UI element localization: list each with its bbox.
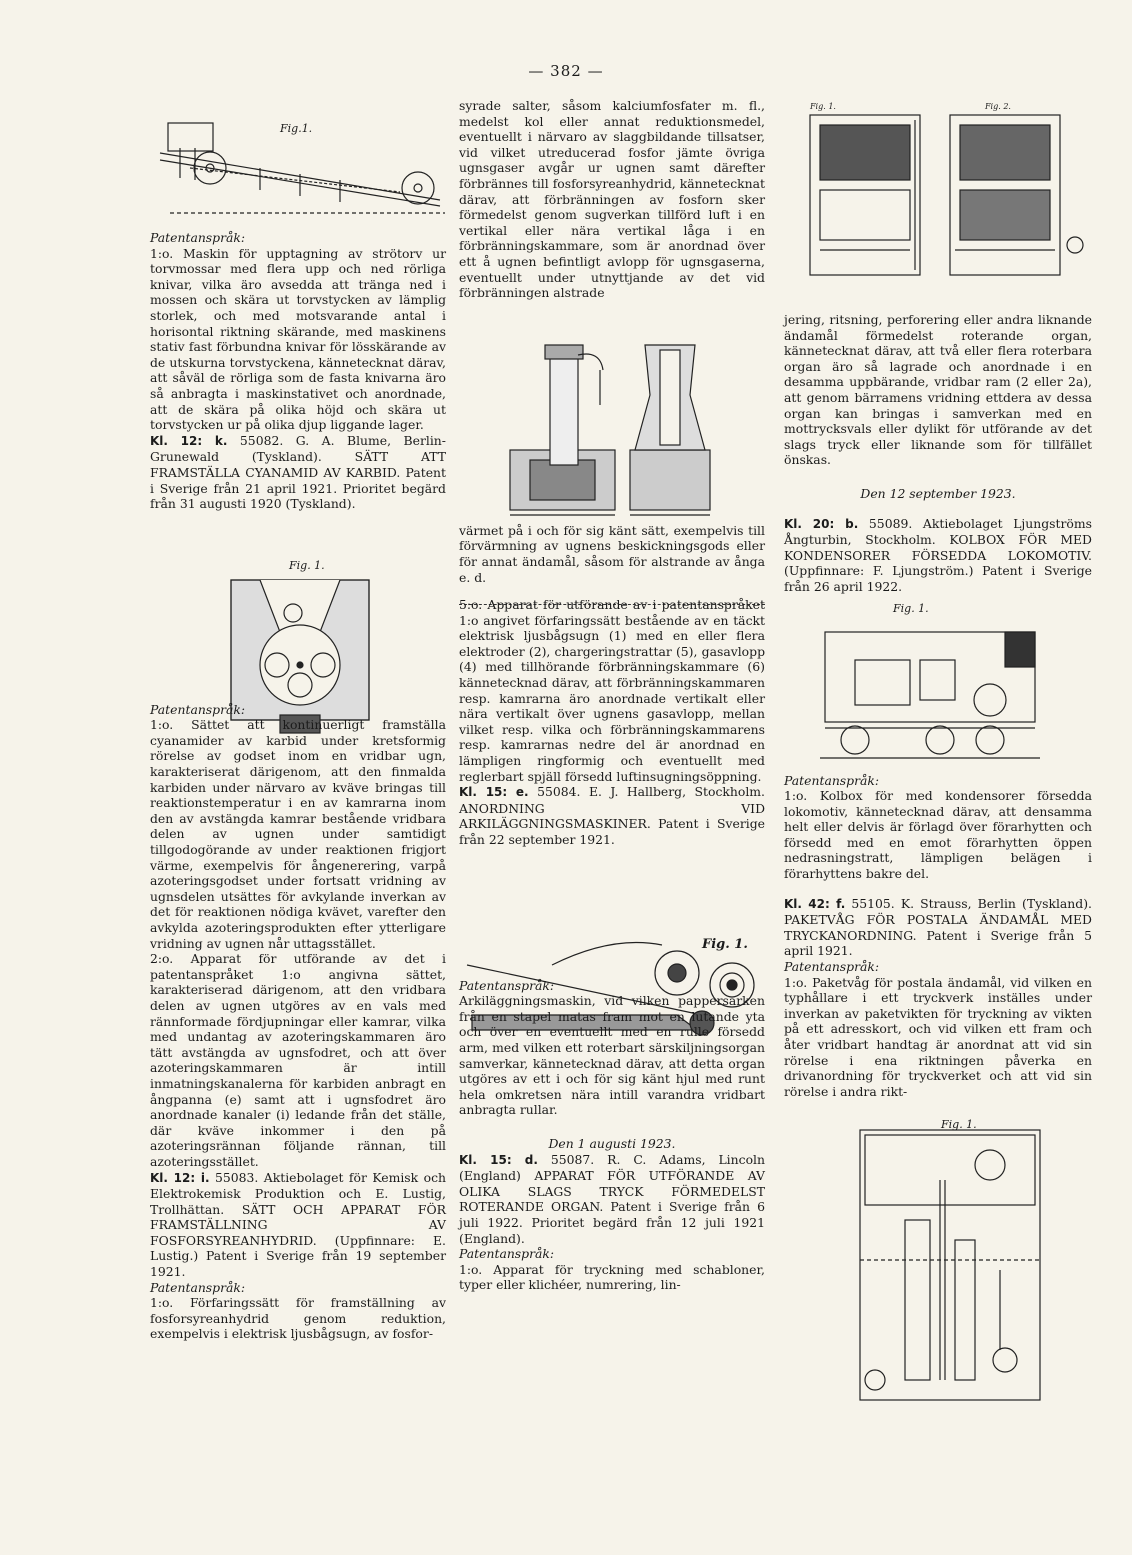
patent-entry-text: 55083. Aktiebolaget för Kemisk och Elektrokemisk Produktion och E. Lustig, Trollhättan. SÄTT OCH APPARAT FÖR FRAMSTÄLLNING AV FOSFORSYREANHYDRID. (Uppfinnare: E. Lustig.) Patent i Sverige från 19 september 1921.	[150, 1169, 446, 1280]
date-heading: Den 1 augusti 1923.	[548, 1135, 676, 1151]
claims-heading: Patentanspråk:	[150, 1279, 246, 1295]
claim-text: 2:o. Apparat för utförande av det i patentanspråket 1:o angivna sättet, karakteriserad därigenom, att den vridbara delen av ugnen utgöres av en vals med rännformade fördjupningar eller kamrar, vilka med undantag av azoteringskammaren äro tätt avstängda av ugnsfodret, och att över azoteringskammaren är intill inmatningskanalerna för karbiden anbragt en ångpanna (e) samt att i ugnsfodret äro anordnade kanaler (i) ledande från det ställe, där kväve inkommer i den på azoteringsrännan följande rännan, till azoteringsstället.	[150, 951, 446, 1169]
column-3	[784, 312, 1092, 1099]
patent-entry	[459, 1152, 765, 1247]
claim-text: värmet på i och för sig känt sätt, exempelvis till förvärmning av ugnens beskickningsgods eller för annat ändamål, såsom för alstrande av ånga e. d.	[459, 522, 765, 585]
date-heading: Den 12 september 1923.	[860, 485, 1016, 501]
claim-text: 5:o. Apparat för utförande av i patentanspråket 1:o angivet förfaringssätt bestående av en täckt elektrisk ljusbågsugn (1) med en eller flera elektroder (2), chargeringstrattar (5), gasavlopp (4) med tillhörande förbränningskammare (6) kännetecknad därav, att förbränningskammaren resp. kamrarna äro anordnade vertikalt eller nära vertikalt över ugnens gasavlopp, mellan vilket resp. vilka och förbränningskammarens resp. kamrarnas nedre del är anordnad en lämpligen ringformig och eventuellt med reglerbart spjäll försedd luftinsugningsöppning.	[459, 597, 765, 784]
patent-entry	[150, 433, 446, 512]
column-1	[150, 230, 446, 1342]
printing-fig2-label: Fig. 2.	[985, 102, 1011, 111]
sheet-feeder-fig-label: Fig. 1.	[702, 937, 748, 952]
claims-heading: Patentanspråk:	[150, 230, 246, 245]
patent-entry	[459, 784, 765, 847]
claims-heading: Patentanspråk:	[459, 977, 555, 993]
patent-entry-text: 55089. Aktiebolaget Ljungströms Ångturbin, Stockholm. KOLBOX FÖR MED KONDENSORER FÖRSEDDA LOKOMOTIV. (Uppfinnare: F. Ljungström.) Patent i Sverige från 26 april 1922.	[784, 515, 1092, 594]
patent-class: Kl. 12: i.	[150, 1170, 210, 1185]
claim-text: 1:o. Maskin för upptagning av strötorv ur torvmossar med flera upp och ned rörliga knivar, vilka äro avsedda att tränga ned i mossen och skära ut torvstycken av lämplig storlek, och med motsvarande antal i horisontal riktning skärande, med maskinens stativ fast förbundna knivar för lösskärande av de utskurna torvstyckena, kännetecknat därav, att såväl de rörliga som de fasta knivarna äro så anbragta i maskinstativet och anordnade, att de skära på olika höjd och skära ut torvstycken ur på olika djup liggande lager.	[150, 245, 446, 433]
printing-fig1-label: Fig. 1.	[810, 102, 836, 111]
claim-text: Arkiläggningsmaskin, vid vilken pappersarken från en stapel matas fram mot en lutande yta och över en eventuellt med en rulle försedd arm, med vilken ett roterbart särskiljningsorgan samverkar, kännetecknad därav, att detta organ utgöres av ett i och för sig känt hjul med runt hela omkretsen nära intill varandra vridbart anbragta rullar.	[459, 993, 765, 1118]
claims-heading: Patentanspråk:	[784, 772, 880, 788]
claim-text: 1:o. Förfaringssätt för framställning av fosforsyreanhydrid genom reduktion, exempelvis i elektrisk ljusbågsugn, av fosfor-	[150, 1295, 446, 1342]
cyanamid-fig-label: Fig. 1.	[289, 559, 325, 572]
patent-entry-text: 55087. R. C. Adams, Lincoln (England) APPARAT FÖR UTFÖRANDE AV OLIKA SLAGS TRYCK FÖRMEDELST ROTERANDE ORGAN. Patent i Sverige från 6 juli 1922. Prioritet begärd från 12 juli 1921 (England).	[459, 1151, 765, 1246]
locomotive-fig-label: Fig. 1.	[893, 602, 929, 615]
patent-entry	[784, 896, 1092, 959]
patent-entry	[784, 516, 1092, 595]
parcel-scale-fig-label: Fig. 1.	[941, 1118, 977, 1131]
peat-machine-figure: Fig.1.	[150, 108, 450, 226]
patent-class: Kl. 20: b.	[784, 516, 859, 531]
claim-text: syrade salter, såsom kalciumfosfater m. fl., medelst kol eller annat reduktionsmedel, eventuellt i närvaro av slaggbildande tillsatser, vid vilket utreducerad fosfor jämte övriga ugnsgaser avgår ur ugnen samt därefter förbrännes till fosforsyreanhydrid, kännetecknat därav, att förbränningen av fosforn sker förmedelst genom sugverkan tillförd luft i en vertikal eller nära vertikal låga i en förbränningskammare, som är anordnad över ett å ugnen befintligt avlopp för ugnsgaserna, eventuellt under utnyttjande av det vid förbränningen alstrade	[459, 98, 765, 301]
patent-class: Kl. 15: d.	[459, 1152, 538, 1167]
claim-text: 1:o. Paketvåg för postala ändamål, vid vilken en typhållare i ett tryckverk inställes under inverkan av paketvikten för tryckning av vikten på ett adresskort, och vid vilken ett fram och åter vridbart handtag är anordnat att vid sin rörelse i ena riktningen påverka en drivanordning för tryckverket och att vid sin rörelse i andra rikt-	[784, 974, 1092, 1099]
patent-class: Kl. 12: k.	[150, 433, 228, 448]
patent-entry	[150, 1170, 446, 1280]
page-number: — 382 —	[528, 62, 604, 80]
column-2	[459, 98, 765, 1293]
patent-entry-text: 55082. G. A. Blume, Berlin-Grunewald (Tyskland). SÄTT ATT FRAMSTÄLLA CYANAMID AV KARBID. Patent i Sverige från 21 april 1921. Prioritet begärd från 31 augusti 1920 (Tyskland).	[150, 432, 446, 512]
patent-entry-text: 55105. K. Strauss, Berlin (Tyskland). PAKETVÅG FÖR POSTALA ÄNDAMÅL MED TRYCKANORDNING. Patent i Sverige från 5 april 1921.	[784, 895, 1092, 959]
patent-class: Kl. 15: e.	[459, 785, 529, 800]
claim-text: jering, ritsning, perforering eller andra liknande ändamål förmedelst roterande organ, kännetecknat därav, att två eller flera roterbara organ äro så lagrade och anordnade i en desamma uppbärande, vridbar ram (2 eller 2a), att genom bärramens vridning ettdera av dessa organ kan bringas i samverkan med en mottrycksvals eller dylikt för utförande av det slags tryck eller liknande som för tillfället önskas.	[784, 312, 1092, 468]
claims-heading: Patentanspråk:	[150, 701, 246, 717]
claims-heading: Patentanspråk:	[784, 959, 880, 975]
claim-text: 1:o. Sättet att kontinuerligt framställa cyanamider av karbid under kretsformig rörelse av godset inom en vridbar ugn, karakteriserat därigenom, att den finmalda karbiden under närvaro av kväve bringas till reaktionstemperatur i en av kamrarna inom den av avstängda kamrar bestående vridbara delen av ugnen under samtidigt tillgodogörande av under reaktionen frigjort värme, exempelvis för ångenerering, varpå azoteringsgodset under fortsatt vridning av ugnsdelen utsättes för avkylande inverkan av det för reaktionen nödiga kvävet, varefter den avkylda azoteringsprodukten efter ytterligare vridning av ugnen når uttagsstället.	[150, 717, 446, 951]
parcel-scale-figure	[845, 1120, 1055, 1405]
patent-class: Kl. 42: f.	[784, 896, 846, 911]
printing-apparatus-figure	[790, 100, 1090, 280]
claim-text: 1:o. Apparat för tryckning med schabloner, typer eller klichéer, numrering, lin-	[459, 1261, 765, 1293]
claims-heading: Patentanspråk:	[459, 1246, 555, 1262]
claim-text: 1:o. Kolbox för med kondensorer försedda lokomotiv, kännetecknad därav, att densamma helt eller delvis är förlagd över förarhytten och försedd med en emot förarhytten öppen nedrasningstratt, lämpligen belägen i förarhyttens bakre del.	[784, 788, 1092, 882]
patent-entry-text: 55084. E. J. Hallberg, Stockholm. ANORDNING VID ARKILÄGGNINGSMASKINER. Patent i Sverige från 22 september 1921.	[459, 784, 765, 847]
